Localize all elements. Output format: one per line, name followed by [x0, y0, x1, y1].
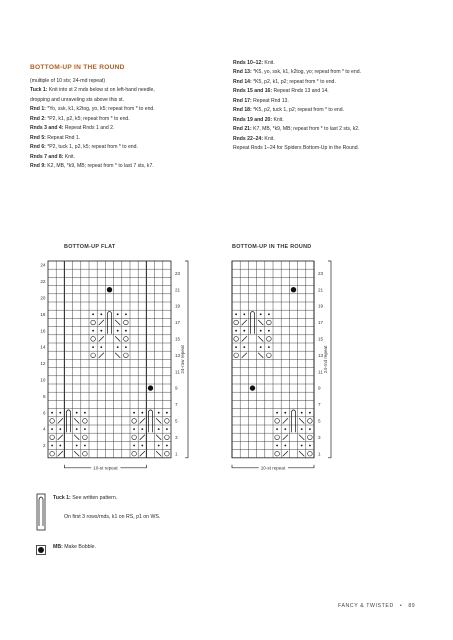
instruction-text: *P2, tuck 1, p2, k5; repeat from * to end. [45, 144, 138, 151]
purl-dot-icon [158, 428, 160, 430]
purl-dot-icon [284, 412, 286, 414]
purl-dot-icon [92, 330, 94, 332]
tuck-symbol-icon [36, 493, 48, 531]
footer-separator: • [399, 603, 403, 609]
instruction-line [30, 105, 222, 115]
bobble-icon [148, 385, 153, 390]
row-number-left: 6 [42, 410, 46, 416]
purl-dot-icon [268, 330, 270, 332]
purl-dot-icon [166, 445, 168, 447]
instruction-line [233, 135, 433, 145]
row-number-left: 12 [40, 361, 46, 367]
purl-dot-icon [166, 428, 168, 430]
purl-dot-icon [243, 346, 245, 348]
instruction-line [30, 143, 222, 153]
row-repeat-label: 24-row repeat [180, 345, 185, 374]
instruction-line [30, 153, 222, 163]
chart-bottom-up-in-the-round [222, 255, 412, 485]
purl-dot-icon [276, 428, 278, 430]
purl-dot-icon [84, 412, 86, 414]
instruction-line [30, 86, 222, 96]
instruction-text: Repeat Rnd 13. [251, 97, 289, 104]
instructions-right-column [233, 59, 433, 154]
instruction-line [30, 77, 222, 87]
instruction-line [233, 144, 433, 154]
instruction-line [233, 106, 433, 116]
purl-dot-icon [243, 330, 245, 332]
instruction-lead: Rnd 17: [233, 97, 252, 104]
row-number-right: 15 [175, 336, 181, 342]
row-number-right: 23 [318, 270, 324, 276]
purl-dot-icon [260, 330, 262, 332]
instruction-text: K7, MB, *k9, MB; repeat from * to last 2 sts, k2. [251, 126, 360, 133]
row-number-right: 11 [175, 369, 180, 375]
purl-dot-icon [76, 412, 78, 414]
bobble-legend-label: MB: [53, 544, 63, 550]
instruction-line [233, 116, 433, 126]
row-number-right: 17 [175, 320, 181, 326]
purl-dot-icon [100, 313, 102, 315]
instruction-text: Repeat Rnds 1 and 2. [63, 125, 115, 132]
bobble-icon [291, 287, 296, 292]
instruction-text: Knit. [263, 59, 275, 66]
purl-dot-icon [301, 428, 303, 430]
instructions-left-column [30, 77, 222, 172]
row-number-right: 9 [318, 385, 321, 391]
instruction-lead: Rnds 22–24: [233, 135, 264, 142]
bobble-symbol-icon [36, 542, 46, 552]
instruction-lead: Rnds 7 and 8: [30, 153, 64, 160]
purl-dot-icon [51, 428, 53, 430]
purl-dot-icon [284, 428, 286, 430]
bobble-icon [107, 287, 112, 292]
instruction-lead: Rnd 5: [30, 134, 46, 141]
purl-dot-icon [76, 445, 78, 447]
instruction-lead: Rnd 1: [30, 106, 46, 113]
purl-dot-icon [92, 313, 94, 315]
purl-dot-icon [133, 412, 135, 414]
row-number-right: 21 [318, 287, 324, 293]
chart-title-round: BOTTOM-UP IN THE ROUND [232, 244, 312, 250]
row-number-right: 13 [175, 352, 181, 358]
row-number-right: 19 [175, 303, 181, 309]
row-number-left: 4 [42, 426, 46, 432]
purl-dot-icon [276, 445, 278, 447]
row-number-right: 7 [318, 402, 321, 408]
instruction-lead: Rnds 10–12: [233, 59, 264, 66]
purl-dot-icon [141, 428, 143, 430]
row-number-right: 3 [318, 434, 321, 440]
row-number-right: 19 [318, 303, 324, 309]
purl-dot-icon [59, 445, 61, 447]
purl-dot-icon [309, 445, 311, 447]
tuck-legend-text: See written pattern. [70, 495, 118, 501]
instruction-text: *K5, p2, k1, p2; repeat from * to end. [251, 78, 336, 85]
instruction-lead: Tuck 1: [30, 87, 48, 94]
purl-dot-icon [301, 412, 303, 414]
instruction-line [30, 96, 222, 106]
row-number-left: 10 [40, 377, 46, 383]
instruction-text: Knit. [263, 135, 275, 142]
purl-dot-icon [301, 445, 303, 447]
instruction-text: Knit. [63, 153, 76, 160]
purl-dot-icon [125, 330, 127, 332]
section-heading: BOTTOM-UP IN THE ROUND [30, 64, 125, 71]
row-number-right: 5 [318, 418, 321, 424]
row-number-right: 11 [318, 369, 323, 375]
row-number-right: 15 [318, 336, 324, 342]
bobble-icon [250, 385, 255, 390]
chart-title-flat: BOTTOM-UP FLAT [64, 244, 116, 250]
row-number-right: 17 [318, 320, 324, 326]
row-number-left: 8 [42, 393, 46, 399]
purl-dot-icon [235, 313, 237, 315]
purl-dot-icon [158, 445, 160, 447]
instruction-text: *P2, k1, p2, k5; repeat from * to end. [45, 115, 130, 122]
purl-dot-icon [84, 445, 86, 447]
chart-bottom-up-flat [30, 255, 220, 485]
purl-dot-icon [117, 346, 119, 348]
purl-dot-icon [166, 412, 168, 414]
instruction-lead: Rnd 21: [233, 126, 252, 133]
instruction-text: Repeat Rnd 1. [45, 134, 81, 141]
instruction-lead: Rnd 13: [233, 69, 252, 76]
purl-dot-icon [243, 313, 245, 315]
purl-dot-icon [260, 313, 262, 315]
instruction-line [233, 125, 433, 135]
instruction-line [233, 97, 433, 107]
purl-dot-icon [51, 445, 53, 447]
purl-dot-icon [141, 445, 143, 447]
row-number-left: 14 [40, 344, 46, 350]
purl-dot-icon [84, 428, 86, 430]
row-number-right: 13 [318, 352, 324, 358]
bobble-legend-text: Make Bobble. [62, 544, 96, 550]
tuck-legend-label: Tuck 1: [53, 495, 71, 501]
row-number-right: 23 [175, 270, 181, 276]
instruction-line [233, 78, 433, 88]
purl-dot-icon [260, 346, 262, 348]
row-number-left: 16 [40, 328, 46, 334]
instruction-line [233, 59, 433, 69]
instruction-text: Knit into st 2 rnds below st on left-hand needle, [47, 87, 155, 94]
row-repeat-bracket [185, 261, 188, 458]
instruction-lead: Rnd 6: [30, 144, 46, 151]
instruction-text: *K5, yo, ssk, k1, k2tog, yo; repeat from * to end. [251, 69, 361, 76]
instruction-lead: Rnd 9: [30, 163, 46, 170]
row-number-left: 22 [40, 279, 46, 285]
purl-dot-icon [51, 412, 53, 414]
row-number-right: 21 [175, 287, 181, 293]
instruction-line [233, 68, 433, 78]
instruction-text: Knit. [272, 116, 284, 123]
purl-dot-icon [309, 428, 311, 430]
page-footer [338, 603, 415, 609]
instruction-line [233, 87, 433, 97]
row-number-right: 9 [175, 385, 178, 391]
purl-dot-icon [59, 428, 61, 430]
instruction-text: *Yo, ssk, k1, k2tog, yo, k5; repeat from * to end. [45, 106, 155, 113]
instruction-lead: Rnd 14: [233, 78, 252, 85]
instruction-text: Repeat Rnds 13 and 14. [272, 88, 329, 95]
instruction-lead: Rnd 2: [30, 115, 46, 122]
purl-dot-icon [133, 428, 135, 430]
purl-dot-icon [76, 428, 78, 430]
purl-dot-icon [158, 412, 160, 414]
instruction-line [30, 115, 222, 125]
tuck-legend-note: On first 3 rows/rnds, k1 on RS, p1 on WS. [64, 514, 161, 520]
instruction-text: dropping and unraveling sts above this st. [30, 96, 125, 103]
instruction-lead: Rnds 3 and 4: [30, 125, 64, 132]
row-number-right: 7 [175, 402, 178, 408]
instruction-lead: Rnd 18: [233, 107, 252, 114]
instruction-text: *K5, p2, tuck 1, p2; repeat from * to end. [251, 107, 344, 114]
row-repeat-bracket [328, 261, 331, 458]
tuck-legend [53, 494, 117, 503]
instruction-text: K2, MB, *k9, MB; repeat from * to last 7 sts, k7. [45, 163, 154, 170]
purl-dot-icon [268, 313, 270, 315]
row-number-right: 5 [175, 418, 178, 424]
purl-dot-icon [125, 313, 127, 315]
purl-dot-icon [235, 346, 237, 348]
purl-dot-icon [141, 412, 143, 414]
purl-dot-icon [100, 330, 102, 332]
stitch-repeat-label: 10-st repeat [93, 465, 118, 471]
purl-dot-icon [117, 313, 119, 315]
row-number-left: 18 [40, 311, 46, 317]
book-title: FANCY & TWISTED [338, 603, 394, 609]
row-repeat-label: 24-rnd repeat [323, 345, 328, 374]
row-number-left: 24 [40, 262, 46, 268]
bobble-legend [53, 543, 96, 552]
row-number-left: 20 [40, 295, 46, 301]
instruction-text: Repeat Rnds 1–24 for Spiders Bottom-Up in the Round. [233, 145, 360, 152]
purl-dot-icon [125, 346, 127, 348]
row-number-right: 1 [318, 451, 321, 457]
row-number-left: 2 [42, 443, 46, 449]
instruction-text: (multiple of 10 sts; 24-rnd repeat) [30, 77, 106, 84]
instruction-line [30, 124, 222, 134]
instruction-lead: Rnds 15 and 16: [233, 88, 273, 95]
instruction-line [30, 134, 222, 144]
purl-dot-icon [284, 445, 286, 447]
purl-dot-icon [59, 412, 61, 414]
purl-dot-icon [235, 330, 237, 332]
purl-dot-icon [100, 346, 102, 348]
purl-dot-icon [92, 346, 94, 348]
purl-dot-icon [117, 330, 119, 332]
page-number: 89 [408, 603, 416, 609]
row-number-right: 3 [175, 434, 178, 440]
row-number-right: 1 [175, 451, 178, 457]
purl-dot-icon [276, 412, 278, 414]
purl-dot-icon [309, 412, 311, 414]
instruction-line [30, 162, 222, 172]
purl-dot-icon [268, 346, 270, 348]
stitch-repeat-label: 10-st repeat [260, 465, 286, 471]
instruction-lead: Rnds 19 and 20: [233, 116, 273, 123]
purl-dot-icon [133, 445, 135, 447]
